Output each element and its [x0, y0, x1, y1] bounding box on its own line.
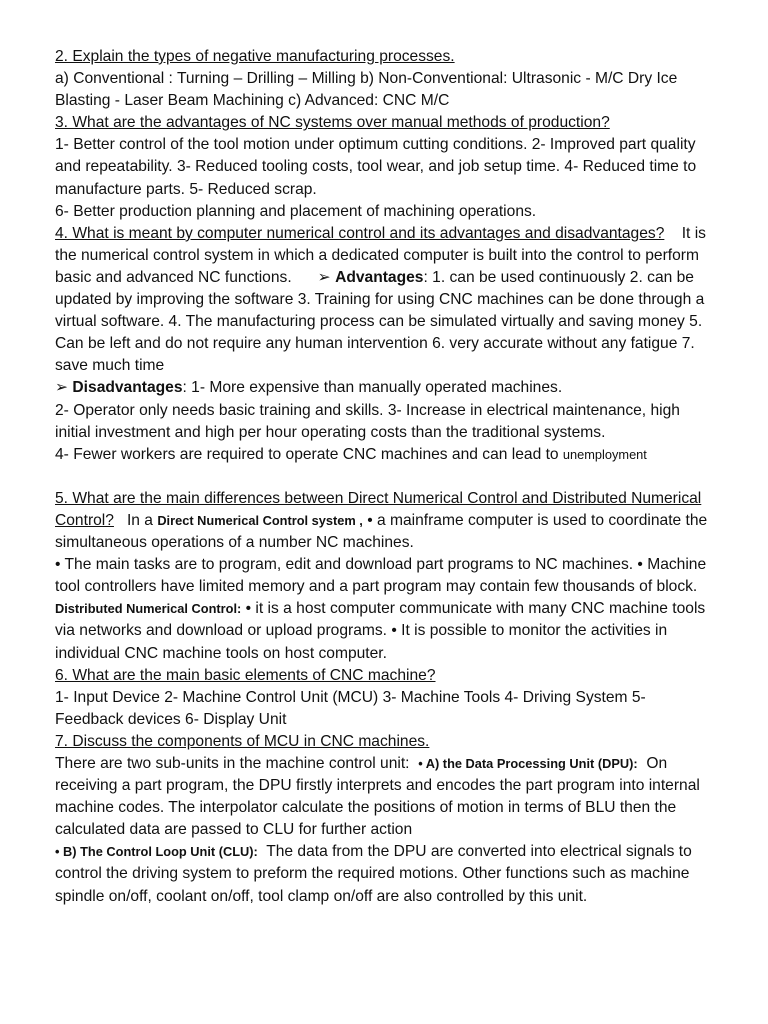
dnc-text: • a mainframe computer is used to coordinate the simultaneous operations of a number NC machines. — [55, 511, 708, 552]
advantages-label: Advantages — [335, 268, 424, 286]
dpu-text: On receiving a part program, the DPU firstly interprets and encodes the part program into internal machine codes. The interpolator calculate the positions of motion in terms of BLU then the calculated data are passed to CLU for further action — [55, 755, 700, 839]
disadvantages-arrow-icon: ➢ — [55, 379, 69, 397]
dpu-label: • A) the Data Processing Unit (DPU): — [418, 756, 638, 771]
distributed-text: • it is a host computer communicate with many CNC machine tools via networks and download or upload programs. • It is possible to monitor the activities in individual CNC machine tools on host computer. — [55, 600, 706, 662]
question-6: 6. What are the main basic elements of CNC machine? — [55, 666, 436, 684]
disadvantages-label: Disadvantages — [72, 379, 183, 397]
question-4: 4. What is meant by computer numerical control and its advantages and disadvantages? — [55, 224, 665, 242]
disadvantages-text-3-line — [55, 444, 717, 466]
question-7: 7. Discuss the components of MCU in CNC machines. — [55, 732, 430, 750]
advantages-arrow-icon: ➢ — [317, 268, 331, 286]
question-2: 2. Explain the types of negative manufacturing processes. — [55, 48, 455, 65]
disadvantages-tail: unemployment — [562, 446, 647, 462]
answer-6: 1- Input Device 2- Machine Control Unit (MCU) 3- Machine Tools 4- Driving System 5- Feedback devices 6- Display Unit — [55, 688, 646, 728]
advantages-text: : 1. can be used continuously 2. can be updated by improving the software 3. Training for using CNC machines can be done through a virtual software. 4. The manufacturing process can be simulated virtually and saving money 5. Can be left and do not require any human intervention 6. very accurate without any fatigue 7. save much time — [55, 268, 705, 375]
clu-text: The data from the DPU are converted into electrical signals to control the driving system to preform the required motions. Other functions such as machine spindle on/off, coolant on/off, tool clamp on/off are also controlled by this unit. — [55, 843, 692, 905]
dnc-intro: In a — [126, 511, 153, 529]
dnc-label: Direct Numerical Control system , — [157, 512, 363, 528]
distributed-label: Distributed Numerical Control: — [55, 601, 242, 617]
cnc-definition: It is the numerical control system in which a dedicated computer is built into the control to perform basic and advanced NC functions. — [55, 224, 706, 286]
disadvantages-text-1: : 1- More expensive than manually operated machines. — [182, 379, 563, 397]
clu-paragraph — [55, 841, 717, 907]
disadvantages-text-3: 4- Fewer workers are required to operate CNC machines and can lead to — [55, 445, 559, 463]
answer-3-part-1: 1- Better control of the tool motion under optimum cutting conditions. 2- Improved part quality and repeatability. 3- Reduced tooling costs, tool wear, and job setup time. 4- Reduced time to manufacture parts. 5- Reduced scrap. — [55, 136, 697, 198]
disadvantages-text-2: 2- Operator only needs basic training and skills. 3- Increase in electrical maintenance, high initial investment and high per hour operating costs than the traditional systems. — [55, 401, 680, 441]
blank-line — [55, 466, 717, 488]
mcu-paragraph — [55, 753, 717, 841]
disadvantages-paragraph — [55, 377, 717, 399]
paragraph-4 — [55, 223, 717, 378]
clu-label: • B) The Control Loop Unit (CLU): — [55, 844, 258, 860]
answer-3-part-2: 6- Better production planning and placement of machining operations. — [55, 202, 537, 220]
question-5: 5. What are the main differences between Direct Numerical Control and Distributed Numerical Control? — [55, 489, 702, 529]
answer-2: a) Conventional : Turning – Drilling – Milling b) Non-Conventional: Ultrasonic - M/C Dry Ice Blasting - Laser Beam Machining c) Advanced: CNC M/C — [55, 70, 678, 110]
dnc-text-2: • The main tasks are to program, edit and download part programs to NC machines. • Machine tool controllers have limited memory and a part program may contain few thousands of block. — [55, 556, 707, 596]
mcu-intro: There are two sub-units in the machine control unit: — [55, 755, 410, 772]
paragraph-5 — [55, 488, 717, 554]
document-page — [55, 46, 717, 908]
distributed-paragraph — [55, 554, 717, 664]
question-3: 3. What are the advantages of NC systems over manual methods of production? — [55, 114, 610, 132]
